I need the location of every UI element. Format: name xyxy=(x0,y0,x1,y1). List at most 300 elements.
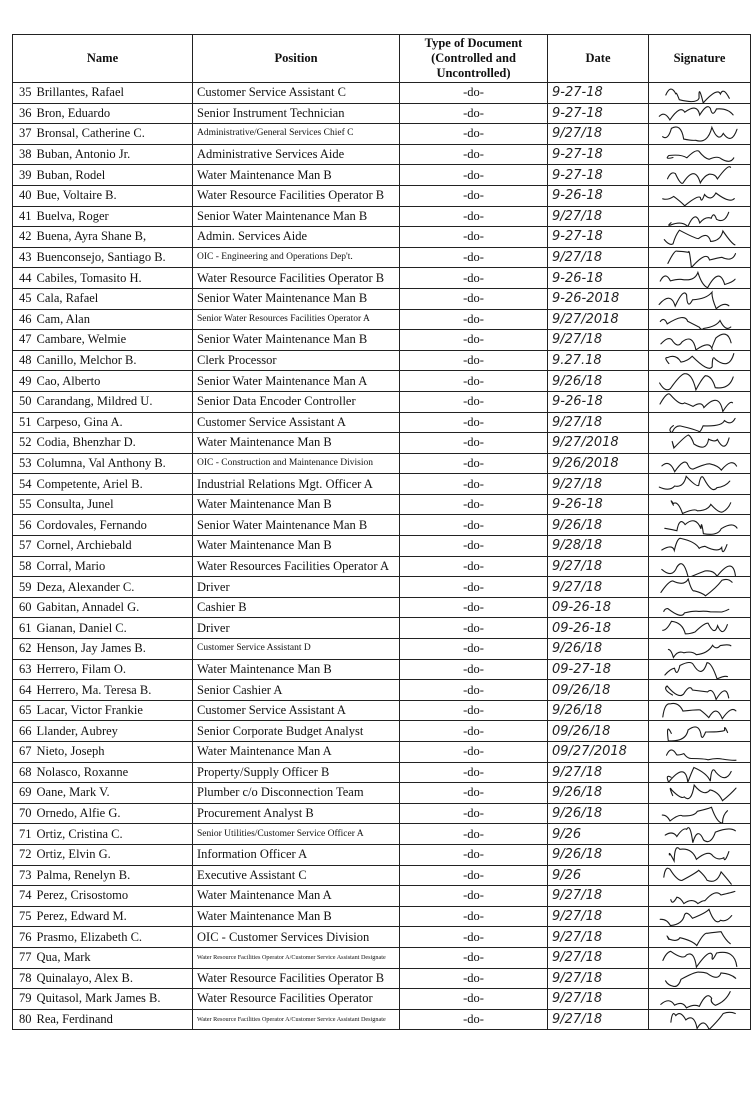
row-date: 9-27-18 xyxy=(548,144,649,165)
signature-scribble xyxy=(649,989,749,1010)
row-name: Gianan, Daniel C. xyxy=(35,618,193,639)
row-position: Water Resource Facilities Operator B xyxy=(193,268,400,289)
row-name: Quitasol, Mark James B. xyxy=(35,989,193,1010)
table-row xyxy=(13,412,751,433)
signature-scribble xyxy=(649,536,749,557)
table-row xyxy=(13,700,751,721)
row-date: 9-27-18 xyxy=(548,227,649,248)
signature-scribble xyxy=(649,803,749,824)
row-name: Oane, Mark V. xyxy=(35,783,193,804)
row-name: Cambare, Welmie xyxy=(35,330,193,351)
row-name: Deza, Alexander C. xyxy=(35,577,193,598)
row-position: Water Resource Facilities Operator xyxy=(193,989,400,1010)
row-date: 9/26/18 xyxy=(548,803,649,824)
row-document-type: -do- xyxy=(400,824,548,845)
row-document-type: -do- xyxy=(400,165,548,186)
row-signature xyxy=(649,824,751,845)
row-date: 9-26-18 xyxy=(548,494,649,515)
row-position: Senior Water Maintenance Man B xyxy=(193,288,400,309)
table-row xyxy=(13,350,751,371)
signature-scribble xyxy=(649,330,749,351)
row-position: Senior Instrument Technician xyxy=(193,103,400,124)
row-signature xyxy=(649,1009,751,1030)
row-position: Industrial Relations Mgt. Officer A xyxy=(193,474,400,495)
row-date: 9/26/18 xyxy=(548,700,649,721)
row-name: Cao, Alberto xyxy=(35,371,193,392)
document-receipt-table xyxy=(12,34,751,1030)
table-row xyxy=(13,680,751,701)
signature-scribble xyxy=(649,577,749,598)
row-number: 59 xyxy=(13,577,35,598)
row-name: Buena, Ayra Shane B, xyxy=(35,227,193,248)
row-signature xyxy=(649,227,751,248)
row-document-type: -do- xyxy=(400,453,548,474)
table-row xyxy=(13,185,751,206)
row-document-type: -do- xyxy=(400,247,548,268)
row-number: 63 xyxy=(13,659,35,680)
signature-scribble xyxy=(649,844,749,865)
table-row xyxy=(13,968,751,989)
row-number: 41 xyxy=(13,206,35,227)
row-number: 72 xyxy=(13,844,35,865)
row-document-type: -do- xyxy=(400,742,548,763)
signature-scribble xyxy=(649,227,749,248)
row-date: 09/26/18 xyxy=(548,721,649,742)
row-position: OIC - Customer Services Division xyxy=(193,927,400,948)
row-signature xyxy=(649,288,751,309)
row-signature xyxy=(649,515,751,536)
row-signature xyxy=(649,268,751,289)
row-signature xyxy=(649,844,751,865)
attendance-sheet xyxy=(12,34,751,1030)
table-row xyxy=(13,639,751,660)
row-date: 9/26/18 xyxy=(548,639,649,660)
signature-scribble xyxy=(649,1009,749,1030)
table-row xyxy=(13,865,751,886)
row-position: Water Maintenance Man B xyxy=(193,165,400,186)
table-row xyxy=(13,144,751,165)
row-document-type: -do- xyxy=(400,721,548,742)
row-position: Water Resources Facilities Operator A xyxy=(193,556,400,577)
row-document-type: -do- xyxy=(400,144,548,165)
row-signature xyxy=(649,309,751,330)
row-number: 46 xyxy=(13,309,35,330)
row-document-type: -do- xyxy=(400,865,548,886)
row-signature xyxy=(649,494,751,515)
row-number: 56 xyxy=(13,515,35,536)
row-number: 77 xyxy=(13,947,35,968)
row-position: Senior Water Maintenance Man B xyxy=(193,206,400,227)
signature-scribble xyxy=(649,494,749,515)
row-position: Water Maintenance Man B xyxy=(193,659,400,680)
row-date: 9/26/18 xyxy=(548,844,649,865)
row-date: 9/28/18 xyxy=(548,536,649,557)
row-number: 60 xyxy=(13,597,35,618)
row-position: Water Maintenance Man B xyxy=(193,536,400,557)
row-number: 64 xyxy=(13,680,35,701)
table-row xyxy=(13,268,751,289)
row-date: 09-26-18 xyxy=(548,618,649,639)
row-name: Herrero, Ma. Teresa B. xyxy=(35,680,193,701)
table-row xyxy=(13,474,751,495)
row-signature xyxy=(649,165,751,186)
row-number: 48 xyxy=(13,350,35,371)
row-date: 9/27/18 xyxy=(548,412,649,433)
row-date: 9-26-18 xyxy=(548,391,649,412)
header-row xyxy=(13,35,751,83)
row-document-type: -do- xyxy=(400,1009,548,1030)
row-date: 9/27/2018 xyxy=(548,309,649,330)
signature-scribble xyxy=(649,124,749,145)
row-signature xyxy=(649,597,751,618)
table-row xyxy=(13,721,751,742)
row-date: 9-27-18 xyxy=(548,83,649,104)
row-position: Senior Water Maintenance Man A xyxy=(193,371,400,392)
signature-scribble xyxy=(649,783,749,804)
row-date: 9/26/18 xyxy=(548,515,649,536)
row-date: 9/27/18 xyxy=(548,968,649,989)
table-row xyxy=(13,206,751,227)
row-position: Administrative/General Services Chief C xyxy=(193,124,400,145)
table-row xyxy=(13,886,751,907)
row-signature xyxy=(649,989,751,1010)
row-position: Clerk Processor xyxy=(193,350,400,371)
row-signature xyxy=(649,906,751,927)
header-name: Name xyxy=(13,35,193,83)
row-document-type: -do- xyxy=(400,783,548,804)
row-name: Ornedo, Alfie G. xyxy=(35,803,193,824)
table-row xyxy=(13,742,751,763)
signature-scribble xyxy=(649,742,749,763)
row-signature xyxy=(649,783,751,804)
signature-scribble xyxy=(649,515,749,536)
row-number: 52 xyxy=(13,433,35,454)
row-number: 51 xyxy=(13,412,35,433)
header-signature: Signature xyxy=(649,35,751,83)
signature-scribble xyxy=(649,412,749,433)
table-row xyxy=(13,227,751,248)
row-name: Palma, Renelyn B. xyxy=(35,865,193,886)
row-number: 69 xyxy=(13,783,35,804)
table-row xyxy=(13,453,751,474)
signature-scribble xyxy=(649,103,749,124)
row-position: Water Resource Facilities Operator A/Customer Service Assistant Designate xyxy=(193,1009,400,1030)
row-document-type: -do- xyxy=(400,927,548,948)
table-row xyxy=(13,762,751,783)
signature-scribble xyxy=(649,968,749,989)
row-position: Water Maintenance Man B xyxy=(193,906,400,927)
row-signature xyxy=(649,206,751,227)
row-number: 35 xyxy=(13,83,35,104)
row-signature xyxy=(649,742,751,763)
row-position: Senior Utilities/Customer Service Officer A xyxy=(193,824,400,845)
signature-scribble xyxy=(649,659,749,680)
row-signature xyxy=(649,700,751,721)
row-position: Water Maintenance Man A xyxy=(193,886,400,907)
row-document-type: -do- xyxy=(400,309,548,330)
row-date: 9/27/18 xyxy=(548,927,649,948)
table-row xyxy=(13,659,751,680)
row-name: Perez, Crisostomo xyxy=(35,886,193,907)
table-row xyxy=(13,536,751,557)
row-position: Executive Assistant C xyxy=(193,865,400,886)
row-signature xyxy=(649,433,751,454)
table-row xyxy=(13,391,751,412)
row-document-type: -do- xyxy=(400,536,548,557)
row-document-type: -do- xyxy=(400,330,548,351)
header-position: Position xyxy=(193,35,400,83)
row-name: Bronsal, Catherine C. xyxy=(35,124,193,145)
row-name: Ortiz, Elvin G. xyxy=(35,844,193,865)
row-number: 65 xyxy=(13,700,35,721)
row-position: Customer Service Assistant A xyxy=(193,412,400,433)
table-row xyxy=(13,824,751,845)
signature-scribble xyxy=(649,762,749,783)
row-number: 70 xyxy=(13,803,35,824)
row-position: Procurement Analyst B xyxy=(193,803,400,824)
table-row xyxy=(13,1009,751,1030)
row-name: Cabiles, Tomasito H. xyxy=(35,268,193,289)
row-date: 9-26-18 xyxy=(548,268,649,289)
row-date: 9/27/18 xyxy=(548,330,649,351)
row-signature xyxy=(649,556,751,577)
row-date: 09/26/18 xyxy=(548,680,649,701)
table-row xyxy=(13,927,751,948)
row-document-type: -do- xyxy=(400,577,548,598)
row-signature xyxy=(649,680,751,701)
row-document-type: -do- xyxy=(400,680,548,701)
row-date: 9/27/18 xyxy=(548,947,649,968)
row-number: 50 xyxy=(13,391,35,412)
row-number: 36 xyxy=(13,103,35,124)
signature-scribble xyxy=(649,83,749,104)
row-name: Buban, Antonio Jr. xyxy=(35,144,193,165)
row-date: 9/26/18 xyxy=(548,783,649,804)
row-position: Admin. Services Aide xyxy=(193,227,400,248)
row-signature xyxy=(649,947,751,968)
row-document-type: -do- xyxy=(400,350,548,371)
row-signature xyxy=(649,124,751,145)
signature-scribble xyxy=(649,906,749,927)
row-name: Corral, Mario xyxy=(35,556,193,577)
table-row xyxy=(13,783,751,804)
row-document-type: -do- xyxy=(400,556,548,577)
row-name: Gabitan, Annadel G. xyxy=(35,597,193,618)
row-number: 45 xyxy=(13,288,35,309)
row-date: 9/26 xyxy=(548,865,649,886)
row-signature xyxy=(649,474,751,495)
row-position: Water Maintenance Man B xyxy=(193,433,400,454)
header-type: Type of Document (Controlled and Uncontrolled) xyxy=(400,35,548,83)
row-position: Water Maintenance Man A xyxy=(193,742,400,763)
row-date: 09/27/2018 xyxy=(548,742,649,763)
row-position: Water Resource Facilities Operator B xyxy=(193,968,400,989)
signature-scribble xyxy=(649,247,749,268)
row-document-type: -do- xyxy=(400,268,548,289)
row-date: 09-26-18 xyxy=(548,597,649,618)
row-number: 55 xyxy=(13,494,35,515)
row-document-type: -do- xyxy=(400,762,548,783)
row-date: 9/27/18 xyxy=(548,886,649,907)
row-position: Driver xyxy=(193,577,400,598)
row-document-type: -do- xyxy=(400,659,548,680)
signature-scribble xyxy=(649,144,749,165)
row-number: 42 xyxy=(13,227,35,248)
row-number: 39 xyxy=(13,165,35,186)
row-name: Buelva, Roger xyxy=(35,206,193,227)
row-position: Senior Water Resources Facilities Operator A xyxy=(193,309,400,330)
signature-scribble xyxy=(649,947,749,968)
row-date: 9/27/18 xyxy=(548,906,649,927)
row-position: Water Resource Facilities Operator B xyxy=(193,185,400,206)
row-date: 09-27-18 xyxy=(548,659,649,680)
row-position: Property/Supply Officer B xyxy=(193,762,400,783)
table-row xyxy=(13,371,751,392)
row-position: Information Officer A xyxy=(193,844,400,865)
row-position: Administrative Services Aide xyxy=(193,144,400,165)
row-name: Henson, Jay James B. xyxy=(35,639,193,660)
row-number: 71 xyxy=(13,824,35,845)
row-name: Herrero, Filam O. xyxy=(35,659,193,680)
row-date: 9/27/18 xyxy=(548,762,649,783)
row-date: 9/27/2018 xyxy=(548,433,649,454)
row-number: 79 xyxy=(13,989,35,1010)
signature-scribble xyxy=(649,474,749,495)
row-name: Carandang, Mildred U. xyxy=(35,391,193,412)
row-document-type: -do- xyxy=(400,639,548,660)
row-name: Bron, Eduardo xyxy=(35,103,193,124)
row-signature xyxy=(649,453,751,474)
row-signature xyxy=(649,886,751,907)
row-document-type: -do- xyxy=(400,494,548,515)
table-row xyxy=(13,124,751,145)
row-document-type: -do- xyxy=(400,185,548,206)
row-signature xyxy=(649,412,751,433)
row-name: Codia, Bhenzhar D. xyxy=(35,433,193,454)
row-position: Water Maintenance Man B xyxy=(193,494,400,515)
row-document-type: -do- xyxy=(400,474,548,495)
row-signature xyxy=(649,639,751,660)
row-date: 9/27/18 xyxy=(548,1009,649,1030)
row-name: Consulta, Junel xyxy=(35,494,193,515)
row-date: 9/27/18 xyxy=(548,474,649,495)
signature-scribble xyxy=(649,824,749,845)
row-name: Lacar, Victor Frankie xyxy=(35,700,193,721)
signature-scribble xyxy=(649,165,749,186)
row-position: Senior Cashier A xyxy=(193,680,400,701)
signature-scribble xyxy=(649,391,749,412)
row-document-type: -do- xyxy=(400,989,548,1010)
table-row xyxy=(13,103,751,124)
row-name: Cordovales, Fernando xyxy=(35,515,193,536)
row-position: Senior Corporate Budget Analyst xyxy=(193,721,400,742)
table-row xyxy=(13,556,751,577)
row-number: 61 xyxy=(13,618,35,639)
row-number: 78 xyxy=(13,968,35,989)
signature-scribble xyxy=(649,721,749,742)
row-number: 49 xyxy=(13,371,35,392)
row-number: 53 xyxy=(13,453,35,474)
row-number: 68 xyxy=(13,762,35,783)
signature-scribble xyxy=(649,206,749,227)
row-name: Qua, Mark xyxy=(35,947,193,968)
row-date: 9-26-18 xyxy=(548,185,649,206)
row-name: Rea, Ferdinand xyxy=(35,1009,193,1030)
signature-scribble xyxy=(649,700,749,721)
row-name: Perez, Edward M. xyxy=(35,906,193,927)
row-document-type: -do- xyxy=(400,803,548,824)
signature-scribble xyxy=(649,185,749,206)
row-signature xyxy=(649,721,751,742)
row-date: 9/26 xyxy=(548,824,649,845)
row-signature xyxy=(649,103,751,124)
row-number: 38 xyxy=(13,144,35,165)
signature-scribble xyxy=(649,433,749,454)
table-row xyxy=(13,247,751,268)
signature-scribble xyxy=(649,453,749,474)
table-row xyxy=(13,803,751,824)
row-signature xyxy=(649,83,751,104)
signature-scribble xyxy=(649,268,749,289)
row-document-type: -do- xyxy=(400,968,548,989)
row-signature xyxy=(649,927,751,948)
row-signature xyxy=(649,330,751,351)
row-number: 44 xyxy=(13,268,35,289)
row-number: 43 xyxy=(13,247,35,268)
row-position: Senior Water Maintenance Man B xyxy=(193,330,400,351)
signature-scribble xyxy=(649,865,749,886)
row-position: Plumber c/o Disconnection Team xyxy=(193,783,400,804)
row-name: Buenconsejo, Santiago B. xyxy=(35,247,193,268)
signature-scribble xyxy=(649,886,749,907)
row-name: Cam, Alan xyxy=(35,309,193,330)
signature-scribble xyxy=(649,309,749,330)
row-name: Columna, Val Anthony B. xyxy=(35,453,193,474)
row-name: Cornel, Archiebald xyxy=(35,536,193,557)
row-name: Nieto, Joseph xyxy=(35,742,193,763)
table-row xyxy=(13,288,751,309)
row-document-type: -do- xyxy=(400,391,548,412)
row-document-type: -do- xyxy=(400,103,548,124)
row-document-type: -do- xyxy=(400,906,548,927)
row-number: 58 xyxy=(13,556,35,577)
table-row xyxy=(13,947,751,968)
row-name: Cala, Rafael xyxy=(35,288,193,309)
row-signature xyxy=(649,185,751,206)
row-position: Senior Water Maintenance Man B xyxy=(193,515,400,536)
row-name: Brillantes, Rafael xyxy=(35,83,193,104)
table-row xyxy=(13,618,751,639)
row-signature xyxy=(649,803,751,824)
row-name: Prasmo, Elizabeth C. xyxy=(35,927,193,948)
row-number: 67 xyxy=(13,742,35,763)
row-number: 37 xyxy=(13,124,35,145)
row-document-type: -do- xyxy=(400,206,548,227)
row-signature xyxy=(649,247,751,268)
row-signature xyxy=(649,536,751,557)
row-date: 9/27/18 xyxy=(548,206,649,227)
row-number: 54 xyxy=(13,474,35,495)
row-date: 9/27/18 xyxy=(548,124,649,145)
row-date: 9-27-18 xyxy=(548,103,649,124)
row-date: 9/27/18 xyxy=(548,577,649,598)
signature-scribble xyxy=(649,639,749,660)
row-document-type: -do- xyxy=(400,886,548,907)
row-name: Nolasco, Roxanne xyxy=(35,762,193,783)
row-name: Carpeso, Gina A. xyxy=(35,412,193,433)
row-name: Canillo, Melchor B. xyxy=(35,350,193,371)
row-date: 9/27/18 xyxy=(548,989,649,1010)
